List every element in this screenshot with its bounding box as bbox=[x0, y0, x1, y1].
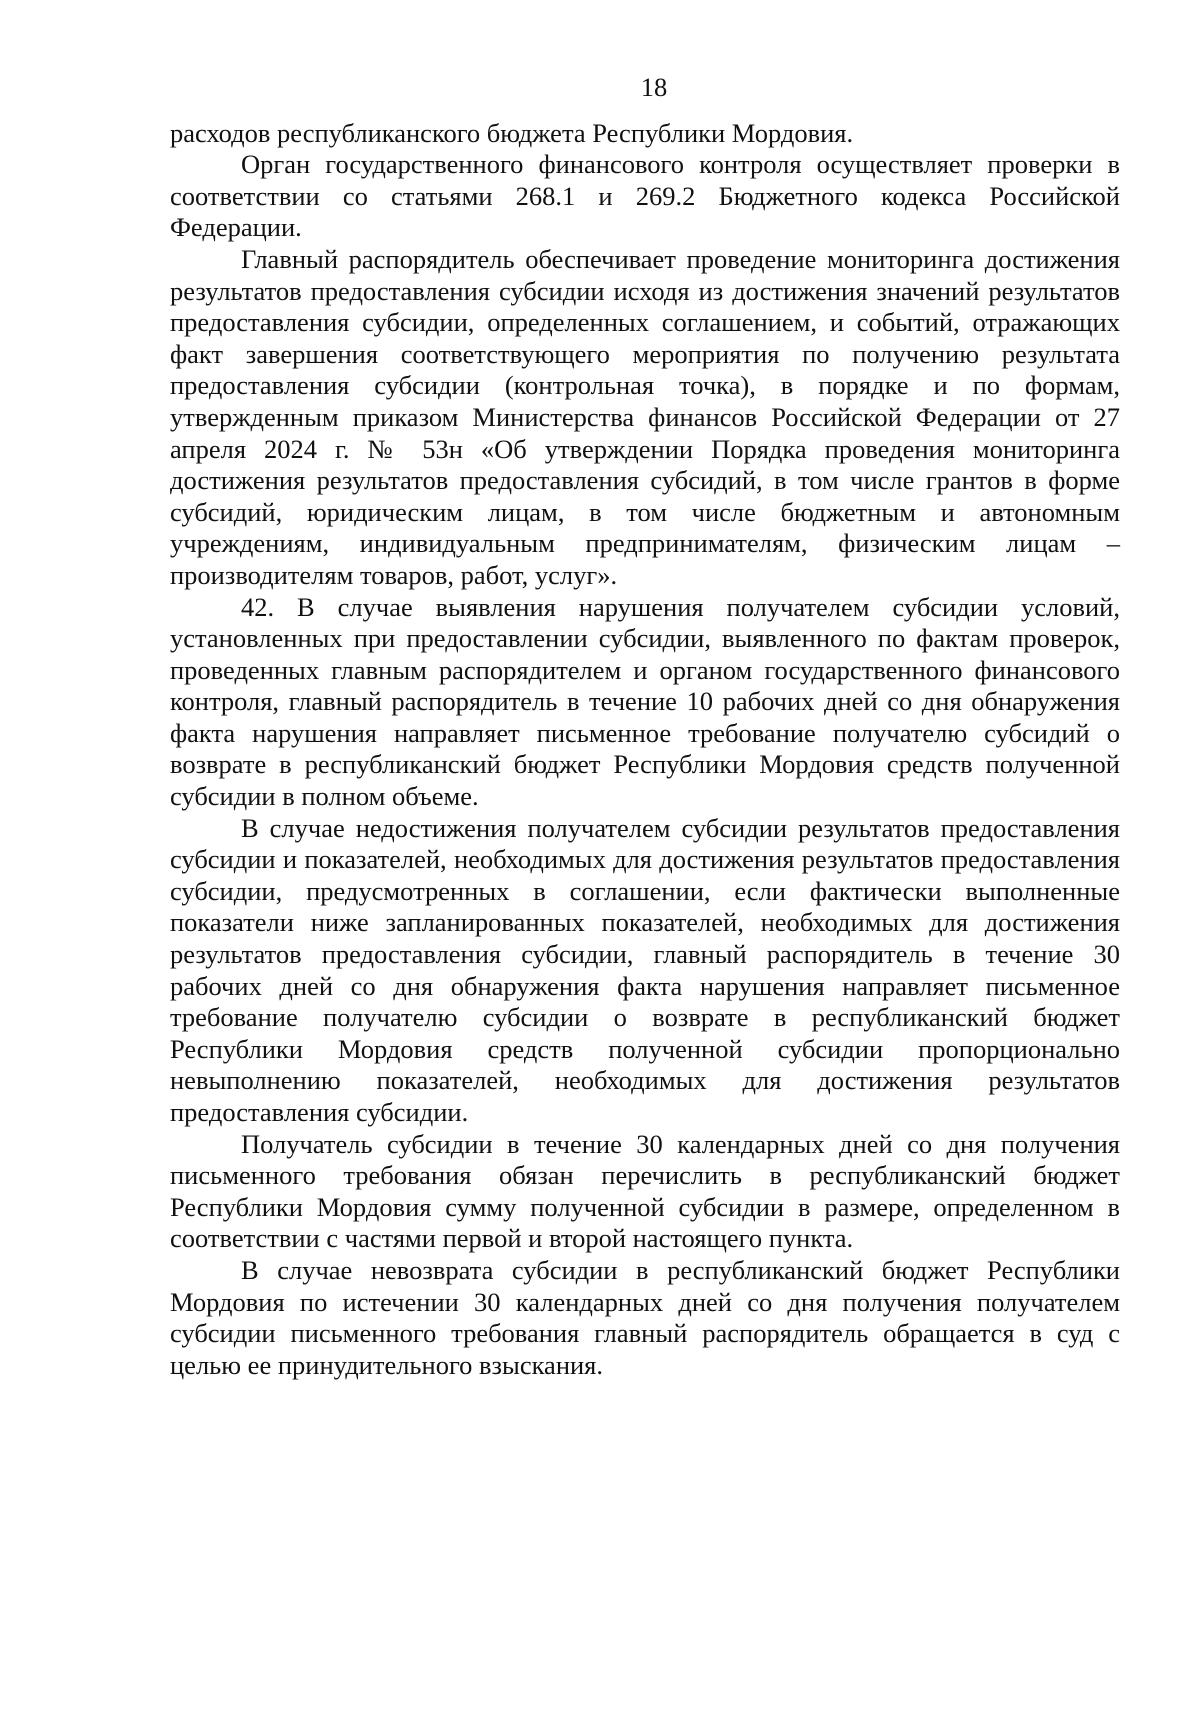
paragraph-continuation: расходов республиканского бюджета Республики Мордовия. bbox=[170, 117, 854, 148]
paragraph-court-recovery: В случае невозврата субсидии в республиканский бюджет Республики Мордовия по истечении 30 календарных дней со дня получения получателем субсидии письменного требования главный распорядитель обращается в суд с целью ее принудительного взыскания. bbox=[170, 1254, 1120, 1380]
paragraph-non-achievement: В случае недостижения получателем субсидии результатов предоставления субсидии и показателей, необходимых для достижения результатов предоставления субсидии, предусмотренных в соглашении, если фактически выполненные показатели ниже запланированных показателей, необходимых для достижения результатов предоставления субсидии, главный распорядитель в течение 30 рабочих дней со дня обнаружения факта нарушения направляет письменное требование получателю субсидии о возврате в республиканский бюджет Республики Мордовия средств полученной субсидии пропорционально невыполнению показателей, необходимых для достижения результатов предоставления субсидии. bbox=[170, 812, 1120, 1127]
paragraph-monitoring: Главный распорядитель обеспечивает проведение мониторинга достижения результатов предоставления субсидии исходя из достижения значений результатов предоставления субсидии, определенных соглашением, и событий, отражающих факт завершения соответствующего мероприятия по получению результата предоставления субсидии (контрольная точка), в порядке и по формам, утвержденным приказом Министерства финансов Российской Федерации от 27 апреля 2024 г. № 53н «Об утверждении Порядка проведения мониторинга достижения результатов предоставления субсидий, в том числе грантов в форме субсидий, юридическим лицам, в том числе бюджетным и автономным учреждениям, индивидуальным предпринимателям, физическим лицам – производителям товаров, работ, услуг». bbox=[170, 243, 1120, 590]
paragraph-control-body: Орган государственного финансового контроля осуществляет проверки в соответствии со статьями 268.1 и 269.2 Бюджетного кодекса Российской Федерации. bbox=[170, 149, 1120, 243]
page-number: 18 bbox=[640, 72, 668, 102]
paragraph-refund-obligation: Получатель субсидии в течение 30 календарных дней со дня получения письменного требования обязан перечислить в республиканский бюджет Республики Мордовия сумму полученной субсидии в размере, определенном в соответствии с частями первой и второй настоящего пункта. bbox=[170, 1128, 1120, 1254]
paragraph-item-42: 42. В случае выявления нарушения получателем субсидии условий, установленных при предоставлении субсидии, выявленного по фактам проверок, проведенных главным распорядителем и органом государственного финансового контроля, главный распорядитель в течение 10 рабочих дней со дня обнаружения факта нарушения направляет письменное требование получателю субсидий о возврате в республиканский бюджет Республики Мордовия средств полученной субсидии в полном объеме. bbox=[170, 591, 1120, 812]
document-page bbox=[170, 72, 1120, 1672]
